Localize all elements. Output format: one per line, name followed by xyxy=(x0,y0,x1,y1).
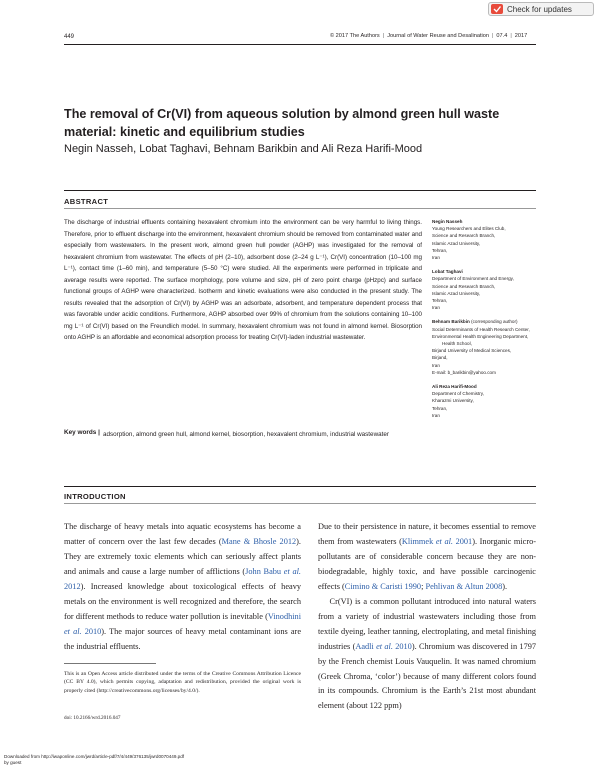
affiliation-line: Iran xyxy=(432,412,440,418)
affiliation-block xyxy=(432,268,552,311)
affiliation-block xyxy=(432,318,552,376)
citation-link[interactable]: Vinodhini et al. 2010 xyxy=(64,611,301,636)
affiliation-line: Iran xyxy=(432,305,440,311)
affiliation-line: Birjand, xyxy=(432,355,448,361)
introduction-column-left: The discharge of heavy metals into aquatic ecosystems has become a matter of concern over the last few decades (Mane & Bhosle 2012). They are extremely toxic elements which can seriously affect plants and animals and cause a large number of afflictions (John Babu et al. 2012). Increased knowledge about toxicological effects of heavy metals on the environment is well recognized and therefore, the search for different methods to reduce water pollution is inevitable (Vinodhini et al. 2010). The major sources of heavy metal contaminant ions are the industrial effluents. xyxy=(64,522,302,651)
introduction-column-right: Due to their persistence in nature, it becomes essential to remove them from wastewaters (Klimmek et al. 2001). Inorganic micro-pollutants are of considerable concern because they are non-biodegradable, highly toxic, and have possible carcinogenic effects (Cimino & Caristi 1990; Pehlivan & Altun 2008). Cr(VI) is a common pollutant introduced into natural waters from a variety of industrial wastewaters including those from textile dyeing, leather tanning, electroplating, and metal finishing industries (Aadli et al. 2010). Chromium was discovered in 1797 by the French chemist Louis Vauquelin. It was named chromium (Greek Chroma, ‘color’) because of many different colors found in its compounds. Chromium is the Earth’s 21st most abundant element (about 122 ppm) xyxy=(318,522,537,711)
abstract-heading: ABSTRACT xyxy=(64,197,109,206)
citation-link[interactable]: Aadli et al. 2010 xyxy=(355,641,412,651)
keywords: adsorption, almond green hull, almond kernel, biosorption, hexavalent chromium, industrial wastewater xyxy=(103,431,389,438)
affiliation-block xyxy=(432,218,552,261)
running-header xyxy=(330,33,527,39)
check-for-updates-icon xyxy=(491,4,503,14)
author-list: Negin Nasseh, Lobat Taghavi, Behnam Barikbin and Ali Reza Harifi-Mood xyxy=(64,143,423,155)
affiliation-line: Islamic Azad University, xyxy=(432,290,481,296)
introduction-rule-top xyxy=(64,486,536,487)
affiliation-line: Health School, xyxy=(442,341,472,347)
affiliation-name: Behnam Barikbin (corresponding author) xyxy=(432,319,518,325)
journal-volume: 07.4 xyxy=(496,33,508,39)
affiliation-name: Negin Nasseh xyxy=(432,219,463,224)
affiliation-line: Iran xyxy=(432,362,440,368)
affiliation-line: Iran xyxy=(432,255,440,261)
header-separator: | xyxy=(491,33,494,39)
affiliation-line: Department of Environment and Energy, xyxy=(432,276,514,282)
affiliation-line: Young Researchers and Elites Club, xyxy=(432,226,506,232)
affiliation-line: Islamic Azad University, xyxy=(432,240,481,246)
affiliation-line: Department of Chemistry, xyxy=(432,391,484,397)
download-stamp xyxy=(4,754,304,766)
keywords-label: Key words | xyxy=(64,429,100,436)
journal-name: Journal of Water Reuse and Desalination xyxy=(387,33,489,39)
doi[interactable]: doi: 10.2166/wrd.2016.047 xyxy=(64,715,121,721)
affiliation-line: Kharazmi University, xyxy=(432,398,474,404)
page-number: 449 xyxy=(64,34,75,40)
check-for-updates-label: Check for updates xyxy=(507,4,572,14)
introduction-heading: INTRODUCTION xyxy=(64,492,126,501)
affiliation-line: Tehran, xyxy=(432,298,448,304)
citation-link[interactable]: Cimino & Caristi 1990 xyxy=(344,581,422,591)
citation-link[interactable]: Pehlivan & Altun 2008 xyxy=(425,581,503,591)
affiliation-name: Lobat Taghavi xyxy=(432,269,463,275)
header-rule xyxy=(64,44,536,45)
header-separator: | xyxy=(382,33,385,39)
affiliation-line: Science and Research Branch, xyxy=(432,283,496,289)
download-by: by guest xyxy=(4,760,22,765)
citation-link[interactable]: Mane & Bhosle 2012 xyxy=(221,536,297,546)
introduction-rule xyxy=(64,503,536,504)
footnote-rule xyxy=(64,663,156,664)
abstract-body: The discharge of industrial effluents containing hexavalent chromium into the environment can be very harmful to living things. Therefore, prior to effluent discharge into the environment, hexavalent chromium should be removed from contaminated water and especially from wastewaters. In the present work, almond green hull powder (AGHP) was investigated for the removal of hexavalent chromium from wastewater. The effects of pH (2–10), adsorbent dose (2–24 g L⁻¹), Cr(VI) concentration (10–100 mg L⁻¹), contact time (1–60 min), and temperature (5–50 °C) were studied. All the experiments were performed in triplicate and average results were reported. The surface morphology, pore volume and size, pH of zero point charge (pHzpc) and surface functional groups of AGHP were characterized. Isotherm and kinetic evaluations were also conducted in the present study. The results revealed that the adsorption of Cr(VI) by AGHP was an adsorbate, adsorbent, and temperature dependent process that was favorable under acidic conditions. Furthermore, AGHP absorbed over 99% of chromium from the solutions containing 10–100 mg L⁻¹ of Cr(VI) based on the Freundlich model. In summary, hexavalent chromium was not found in almond kernel. Biosorption onto AGHP is an affordable and economical adsorption process for treating Cr(VI)-laden industrial wastewater. xyxy=(64,219,422,342)
affiliation-line: Social Determinants of Health Research Center, xyxy=(432,326,530,332)
affiliation-name: Ali Reza Harifi-Mood xyxy=(432,384,477,390)
check-for-updates-button[interactable] xyxy=(488,2,594,16)
abstract-rule-top xyxy=(64,190,536,191)
citation-link[interactable]: Klimmek et al. 2001 xyxy=(401,536,473,546)
affiliation-line: Tehran, xyxy=(432,247,448,253)
affiliation-line: Environmental Health Engineering Department, xyxy=(432,333,529,339)
header-separator: | xyxy=(510,33,512,39)
corresponding-email[interactable]: E-mail: b_barikbin@yahoo.com xyxy=(432,369,496,375)
affiliation-line: Tehran, xyxy=(432,405,448,411)
copyright: © 2017 The Authors xyxy=(330,33,380,39)
journal-year: 2017 xyxy=(514,33,528,39)
affiliation-block xyxy=(432,383,552,419)
download-url[interactable]: Downloaded from http://iwaponline.com/jwrd/article-pdf/7/4/449/376135/jwrd0070449.pdf xyxy=(4,754,185,759)
affiliation-line: Birjand University of Medical Sciences, xyxy=(432,348,512,354)
citation-link[interactable]: John Babu et al. 2012 xyxy=(64,566,302,591)
affiliation-line: Science and Research Branch, xyxy=(432,233,496,239)
affiliations xyxy=(432,218,552,426)
article-title: The removal of Cr(VI) from aqueous solution by almond green hull waste material: kinetic and equilibrium studies xyxy=(64,107,500,139)
abstract-rule xyxy=(64,208,536,209)
license-footnote: This is an Open Access article distributed under the terms of the Creative Commons Attribution Licence (CC BY 4.0), which permits copying, adaptation and redistribution, provided the original work is properly cited (http://creativecommons.org/licenses/by/4.0/). xyxy=(64,671,301,694)
